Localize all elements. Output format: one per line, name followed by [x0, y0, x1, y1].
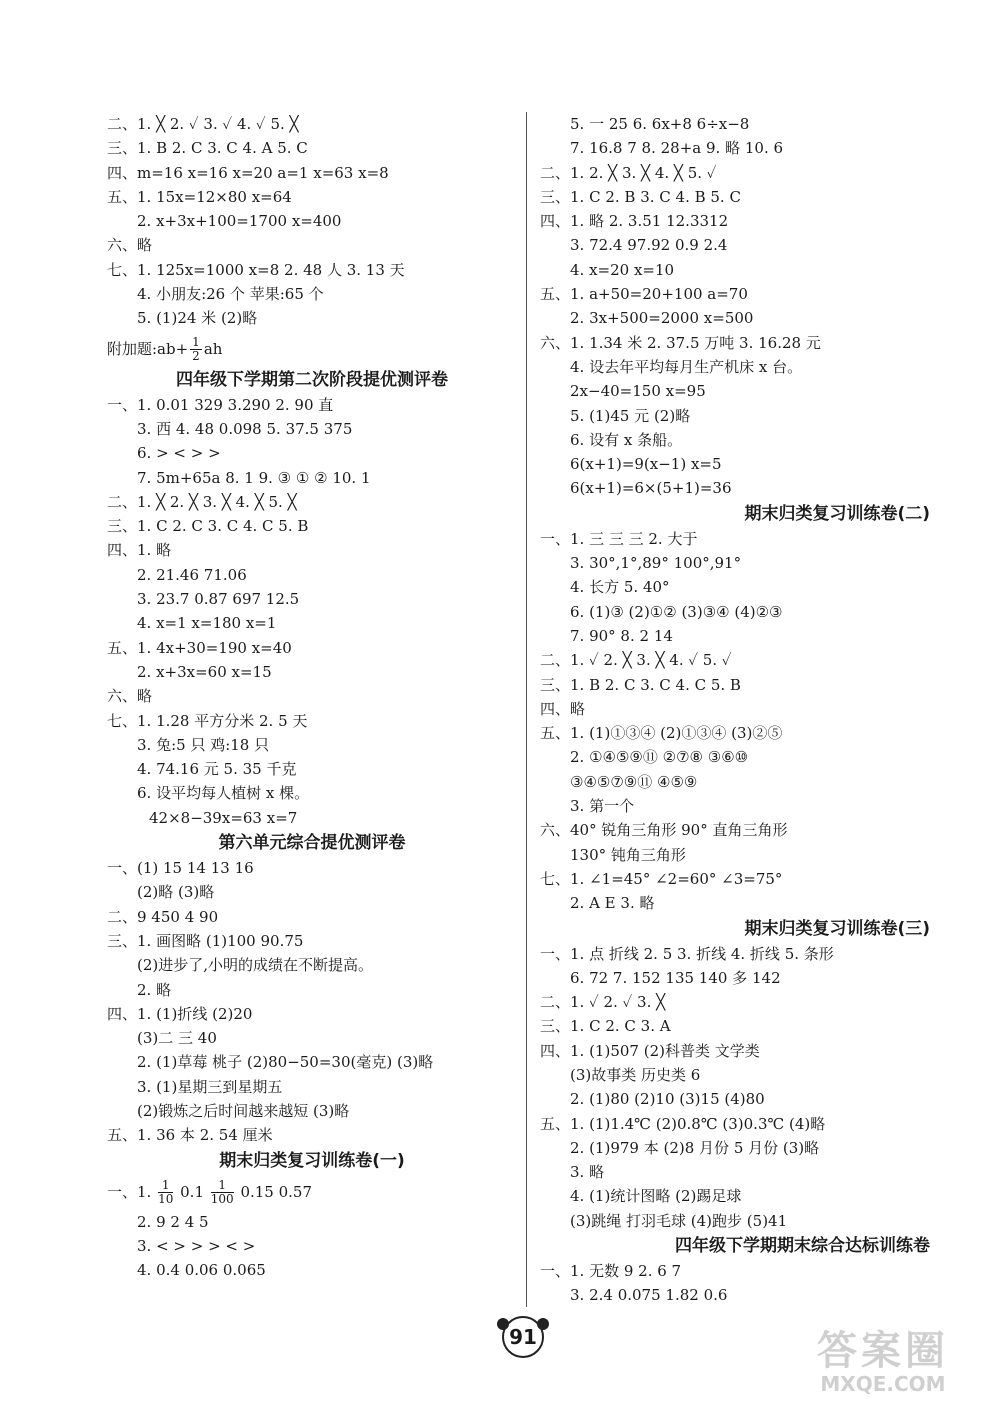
- section-heading: 期末归类复习训练卷(二): [744, 503, 930, 524]
- answer-line: 6. 设平均每人植树 x 棵。: [137, 784, 310, 803]
- right-column: [540, 112, 960, 1308]
- answer-line: 4. 小朋友:26 个 苹果:65 个: [137, 285, 324, 304]
- answer-line: 3. < > > > < >: [137, 1236, 256, 1255]
- answer-line: 3. 30°,1°,89° 100°,91°: [570, 554, 742, 573]
- section-heading: 期末归类复习训练卷(一): [219, 1150, 405, 1171]
- answer-line: ③④⑤⑦⑨⑪ ④⑤⑨: [570, 772, 698, 791]
- page-number-badge: [483, 1316, 563, 1356]
- answer-line: 六、1. 1.34 米 2. 37.5 万吨 3. 16.28 元: [540, 333, 821, 352]
- answer-line: 七、1. 1.28 平方分米 2. 5 天: [107, 711, 308, 730]
- answer-line: 四、略: [540, 699, 586, 718]
- fraction-denominator: 100: [210, 1192, 234, 1207]
- answer-line: 2. A E 3. 略: [570, 894, 655, 913]
- answer-line: 3. 西 4. 48 0.098 5. 37.5 375: [137, 419, 353, 438]
- answer-line: 2x−40=150 x=95: [570, 382, 706, 401]
- watermark-logo: [788, 1329, 978, 1399]
- answer-line: 4. x=1 x=180 x=1: [137, 614, 277, 633]
- answer-line: (2)略 (3)略: [137, 883, 215, 902]
- answer-line: 4. 74.16 元 5. 35 千克: [137, 760, 297, 779]
- answer-line: 二、9 450 4 90: [107, 907, 219, 926]
- answer-line: 42×8−39x=63 x=7: [149, 808, 298, 827]
- answer-line: 6(x+1)=9(x−1) x=5: [570, 455, 722, 474]
- page-number: 91: [502, 1316, 544, 1358]
- answer-line: 3. 23.7 0.87 697 12.5: [137, 590, 300, 609]
- answer-line: [107, 1174, 517, 1210]
- answer-line: 五、1. 4x+30=190 x=40: [107, 638, 292, 657]
- fraction-denominator: 10: [158, 1192, 174, 1207]
- answer-line: 7. 90° 8. 2 14: [570, 626, 673, 645]
- answer-line: 5. 一 25 6. 6x+8 6÷x−8: [570, 115, 750, 133]
- left-column: [107, 112, 517, 1282]
- answer-line: 五、1. (1)1.4℃ (2)0.8℃ (3)0.3℃ (4)略: [540, 1114, 826, 1133]
- answer-line: 4. (1)统计图略 (2)踢足球: [570, 1187, 742, 1206]
- fraction-denominator: 2: [192, 349, 200, 364]
- answer-line: 2. (1)979 本 (2)8 月份 5 月份 (3)略: [570, 1138, 820, 1157]
- fraction: [211, 1179, 234, 1206]
- answer-line: 三、1. 画图略 (1)100 90.75: [107, 931, 304, 950]
- answer-line: 一、1. 无数 9 2. 6 7: [540, 1262, 682, 1281]
- answer-line: 130° 钝角三角形: [570, 845, 686, 864]
- answer-line: 4. 0.4 0.06 0.065: [137, 1261, 266, 1280]
- answer-line: 三、1. C 2. C 3. A: [540, 1017, 671, 1036]
- section-heading: 期末归类复习训练卷(三): [744, 918, 930, 939]
- answer-line: 2. 21.46 71.06: [137, 565, 247, 584]
- answer-text: 0.1: [175, 1182, 209, 1201]
- answer-line: 2. (1)80 (2)10 (3)15 (4)80: [570, 1090, 765, 1109]
- answer-line: 四、1. (1)折线 (2)20: [107, 1004, 253, 1023]
- answer-line: 三、1. B 2. C 3. C 4. C 5. B: [540, 675, 741, 694]
- answer-line: (3)故事类 历史类 6: [570, 1065, 701, 1084]
- answer-line: 一、1. 0.01 329 3.290 2. 90 直: [107, 395, 334, 414]
- answer-line: 一、1. 点 折线 2. 5 3. 折线 4. 折线 5. 条形: [540, 944, 834, 963]
- answer-line: 一、1. 三 三 三 2. 大于: [540, 529, 698, 548]
- answer-text: 0.15 0.57: [235, 1182, 313, 1201]
- answer-line: 四、1. 略: [107, 541, 172, 560]
- answer-line: 二、1. ✓ 2. ╳ 3. ╳ 4. ✓ 5. ✓: [540, 651, 732, 670]
- answer-line: 七、1. ∠1=45° ∠2=60° ∠3=75°: [540, 869, 783, 888]
- answer-line: 四、m=16 x=16 x=20 a=1 x=63 x=8: [107, 163, 389, 182]
- answer-text: 附加题:ab+: [107, 339, 189, 358]
- answer-line: 4. 设去年平均每月生产机床 x 台。: [570, 357, 803, 376]
- section-heading: 四年级下学期期末综合达标训练卷: [675, 1236, 930, 1257]
- fraction: [190, 336, 202, 363]
- answer-line: (2)锻炼之后时间越来越短 (3)略: [137, 1101, 350, 1120]
- answer-line: 6. (1)③ (2)①② (3)③④ (4)②③: [570, 602, 783, 621]
- answer-line: 2. ①④⑤⑨⑪ ②⑦⑧ ③⑥⑩: [570, 748, 749, 767]
- answer-line: 3. 72.4 97.92 0.9 2.4: [570, 236, 728, 255]
- answer-line: 4. 长方 5. 40°: [570, 578, 670, 597]
- answer-text: 一、1.: [107, 1182, 157, 1201]
- section-heading: 四年级下学期第二次阶段提优测评卷: [176, 369, 448, 390]
- answer-line: 6. > < > >: [137, 444, 221, 463]
- answer-line: 六、40° 锐角三角形 90° 直角三角形: [540, 821, 788, 840]
- answer-line: (2)进步了,小明的成绩在不断提高。: [137, 956, 374, 975]
- answer-line: 7. 16.8 7 8. 28+a 9. 略 10. 6: [570, 139, 784, 158]
- answer-line: 5. (1)45 元 (2)略: [570, 406, 691, 425]
- answer-text: ah: [203, 339, 223, 358]
- answer-line: 五、1. a+50=20+100 a=70: [540, 285, 748, 304]
- answer-line: 6. 设有 x 条船。: [570, 430, 683, 449]
- answer-line: 七、1. 125x=1000 x=8 2. 48 人 3. 13 天: [107, 260, 405, 279]
- answer-line: 二、1. ╳ 2. ╳ 3. ╳ 4. ╳ 5. ╳: [107, 492, 297, 511]
- fraction: [158, 1179, 173, 1206]
- answer-line: 三、1. C 2. B 3. C 4. B 5. C: [540, 187, 741, 206]
- answer-line: 2. 9 2 4 5: [137, 1212, 209, 1231]
- answer-line: 五、1. 15x=12×80 x=64: [107, 187, 292, 206]
- answer-line: 3. 略: [570, 1163, 605, 1182]
- answer-line: 7. 5m+65a 8. 1 9. ③ ① ② 10. 1: [137, 468, 371, 487]
- answer-line: 一、(1) 15 14 13 16: [107, 859, 254, 878]
- watermark-bottom: MXQE.COM: [820, 1372, 946, 1396]
- answer-line: 3. 第一个: [570, 797, 635, 816]
- answer-line: 3. (1)星期三到星期五: [137, 1077, 283, 1096]
- answer-line: 六、略: [107, 236, 153, 255]
- section-heading: 第六单元综合提优测评卷: [218, 833, 406, 854]
- fraction-numerator: 1: [158, 1179, 173, 1193]
- answer-line: 2. 略: [137, 980, 172, 999]
- answer-line: 6(x+1)=6×(5+1)=36: [570, 479, 732, 498]
- answer-line: 三、1. C 2. C 3. C 4. C 5. B: [107, 517, 309, 536]
- answer-line: 二、1. ✓ 2. ✓ 3. ╳: [540, 993, 666, 1012]
- answer-line: 四、1. (1)507 (2)科普类 文学类: [540, 1041, 760, 1060]
- answer-line: 2. (1)草莓 桃子 (2)80−50=30(毫克) (3)略: [137, 1053, 434, 1072]
- answer-line: 6. 72 7. 152 135 140 多 142: [570, 968, 781, 987]
- answer-line: 二、1. 2. ╳ 3. ╳ 4. ╳ 5. ✓: [540, 163, 717, 182]
- answer-line: 3. 兔:5 只 鸡:18 只: [137, 735, 270, 754]
- fraction-numerator: 1: [192, 335, 200, 350]
- answer-line: 3. 2.4 0.075 1.82 0.6: [570, 1286, 728, 1305]
- answer-line: 2. x+3x+100=1700 x=400: [137, 212, 342, 231]
- answer-line: 三、1. B 2. C 3. C 4. A 5. C: [107, 139, 308, 158]
- answer-line: 2. x+3x=60 x=15: [137, 662, 272, 681]
- answer-line: 4. x=20 x=10: [570, 260, 675, 279]
- watermark-top: 答案圈: [817, 1328, 949, 1374]
- answer-line: 二、1. ╳ 2. ✓ 3. ✓ 4. ✓ 5. ╳: [107, 115, 299, 133]
- answer-line: 五、1. (1)①③④ (2)①③④ (3)②⑤: [540, 724, 783, 743]
- answer-line: 六、略: [107, 687, 153, 706]
- answer-line: [107, 331, 517, 367]
- fraction-numerator: 1: [211, 1179, 234, 1193]
- answer-line: 5. (1)24 米 (2)略: [137, 309, 258, 328]
- answer-line: (3)二 三 40: [137, 1029, 217, 1048]
- answer-line: 五、1. 36 本 2. 54 厘米: [107, 1126, 273, 1145]
- answer-line: 四、1. 略 2. 3.51 12.3312: [540, 212, 729, 231]
- answer-line: 2. 3x+500=2000 x=500: [570, 309, 754, 328]
- column-divider: [526, 112, 527, 1307]
- answer-line: (3)跳绳 打羽毛球 (4)跑步 (5)41: [570, 1211, 788, 1230]
